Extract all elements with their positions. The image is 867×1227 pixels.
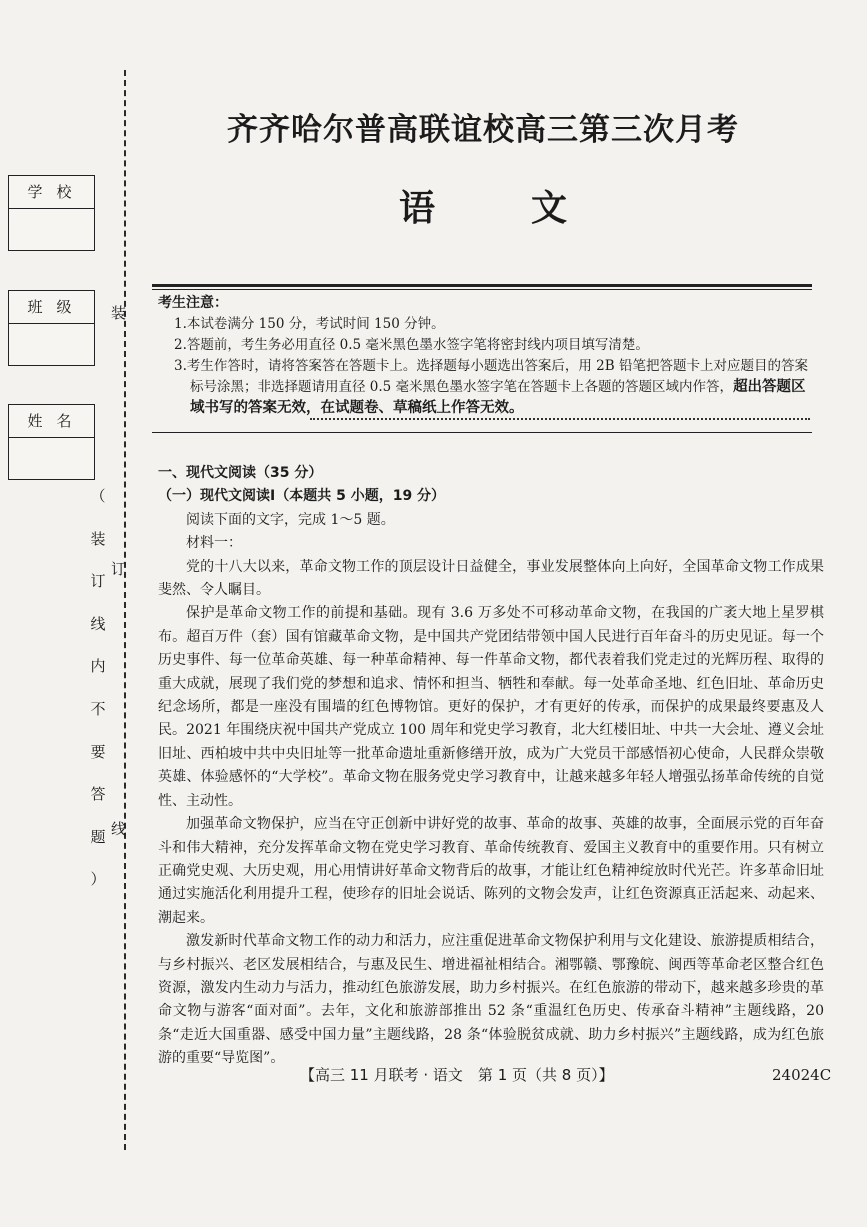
section-instruction: 阅读下面的文字，完成 1～5 题。 (186, 511, 395, 528)
reading-section (158, 462, 824, 1071)
paragraph: 激发新时代革命文物工作的动力和活力，应注重促进革命文物保护利用与文化建设、旅游提质相结合，与乡村振兴、老区发展相结合，与惠及民生、增进福祉相结合。湘鄂赣、鄂豫皖、闽西等革命老区整合红色资源，激发内生动力与活力，推动红色旅游发展，助力乡村振兴。在红色旅游的带动下，越来越多珍贵的革命文物与游客“面对面”。去年，文化和旅游部推出 52 条“重温红色历史、传承奋斗精神”主题线路，20 条“走近大国重器、感受中国力量”主题线路，28 条“体验脱贫成就、助力乡村振兴”主题线路，成为红色旅游的重要“导览图”。 (158, 933, 824, 1067)
school-label: 学校 (9, 176, 94, 209)
section-subtitle: （一）现代文阅读Ⅰ（本题共 5 小题，19 分） (158, 488, 446, 505)
note-char: ） (90, 870, 106, 889)
notice-emphasis: 超出答题区域书写的答案无效，在试题卷、草稿纸上作答无效。 (190, 379, 806, 416)
note-char: （ (90, 487, 106, 505)
note-char: 订 (90, 572, 106, 591)
binding-char-zhuang: 装 (111, 304, 127, 322)
page-footer: 【高三 11 月联考 · 语文 第 1 页（共 8 页）】 (300, 1066, 614, 1084)
paragraph: 保护是革命文物工作的前提和基础。现有 3.6 万多处不可移动革命文物，在我国的广袤大地上星罗棋布。超百万件（套）国有馆藏革命文物，是中国共产党团结带领中国人民进行百年奋斗的历史见证。每一个历史事件、每一位革命英雄、每一种革命精神、每一件革命文物，都代表着我们党走过的光辉历程、取得的重大成就，展现了我们党的梦想和追求、情怀和担当、牺牲和奉献。每一处革命圣地、红色旧址、革命历史纪念场所，都是一座没有围墙的红色博物馆。更好的保护，才有更好的传承，而保护的成果最终要惠及人民。2021 年围绕庆祝中国共产党成立 100 周年和党史学习教育，北大红楼旧址、中共一大会址、遵义会址旧址、西柏坡中共中央旧址等一批革命遗址重新修缮开放，成为广大党员干部感悟初心使命，人民群众崇敬英雄、体验感怀的“大学校”。革命文物在服务党史学习教育中，让越来越多年轻人增强弘扬革命传统的自觉性、主动性。 (158, 605, 824, 809)
binding-vertical-note (90, 486, 106, 912)
class-box[interactable] (8, 290, 95, 366)
name-box[interactable] (8, 404, 95, 480)
note-char: 线 (90, 614, 106, 633)
note-char: 不 (90, 699, 106, 718)
notice-item: 1.本试卷满分 150 分，考试时间 150 分钟。 (174, 316, 445, 332)
name-label: 姓名 (9, 405, 94, 438)
exam-title: 齐齐哈尔普高联谊校高三第三次月考 (227, 112, 739, 148)
notice-heading: 考生注意： (158, 295, 228, 311)
note-char: 要 (90, 742, 106, 761)
section-title: 一、现代文阅读（35 分） (158, 465, 323, 481)
paper-code: 24024C (772, 1066, 832, 1084)
class-label: 班级 (9, 291, 94, 324)
note-char: 装 (90, 529, 106, 548)
notice-item-text: 3.考生作答时，请将答案答在答题卡上。选择题每小题选出答案后，用 2B 铅笔把答题卡上对应题目的答案标号涂黑；非选择题请用直径 0.5 毫米黑色墨水签字笔在答题卡上各题的答题区域内作答， (174, 358, 808, 395)
note-char: 内 (90, 657, 106, 676)
material-label: 材料一： (186, 535, 242, 552)
subject-title: 语文 (398, 187, 663, 229)
paragraph: 加强革命文物保护，应当在守正创新中讲好党的故事、革命的故事、英雄的故事，全面展示党的百年奋斗和伟大精神，充分发挥革命文物在党史学习教育、革命传统教育、爱国主义教育中的重要作用。只有树立正确党史观、大历史观，用心用情讲好革命文物背后的故事，才能让红色精神绽放时代光芒。许多革命旧址通过实施活化利用提升工程，使珍存的旧址会说话、陈列的文物会发声，让红色资源真正活起来、动起来、潮起来。 (158, 816, 824, 926)
paragraph: 党的十八大以来，革命文物工作的顶层设计日益健全，事业发展整体向上向好，全国革命文物工作成果斐然、令人瞩目。 (158, 558, 824, 599)
emphasis-dots (310, 418, 810, 420)
notice-item: 2.答题前，考生务必用直径 0.5 毫米黑色墨水签字笔将密封线内项目填写清楚。 (174, 337, 649, 353)
note-char: 题 (90, 827, 106, 846)
notice-item (158, 356, 812, 419)
binding-char-ding: 订 (111, 560, 127, 578)
notice-bottom-rule (152, 432, 812, 433)
note-char: 答 (90, 785, 106, 804)
school-box[interactable] (8, 175, 95, 251)
notice-top-rule (152, 284, 812, 287)
binding-char-xian: 线 (111, 820, 127, 838)
notice-top-rule-thin (152, 289, 812, 290)
binding-dashed-line (124, 70, 126, 1150)
candidate-notice (158, 293, 812, 419)
